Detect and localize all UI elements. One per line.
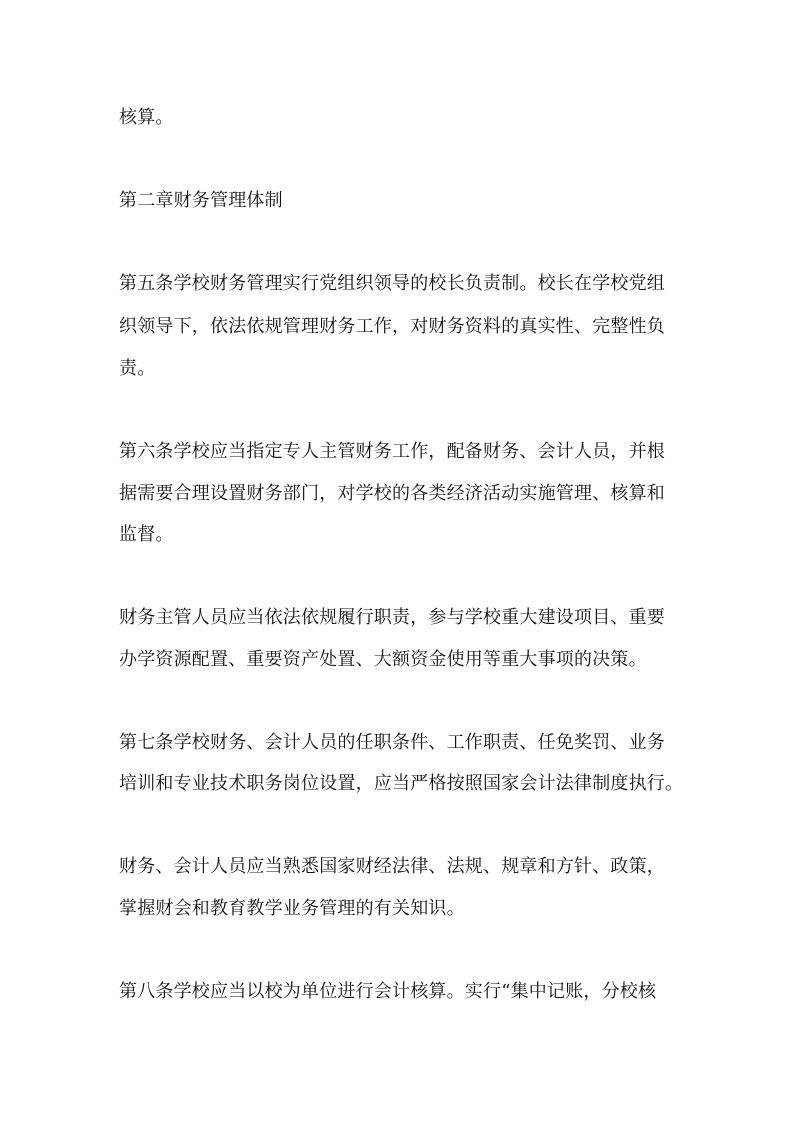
article-5-line-1: 第五条学校财务管理实行党组织领导的校长负责制。校长在学校党组 (119, 273, 665, 294)
article-8-line-1: 第八条学校应当以校为单位进行会计核算。实行“集中记账，分校核 (119, 981, 657, 1002)
article-6-line-2: 据需要合理设置财务部门，对学校的各类经济活动实施管理、核算和 (119, 483, 665, 504)
article-7-para-2-line-2: 掌握财会和教育教学业务管理的有关知识。 (119, 898, 465, 919)
article-6-para-2-line-1: 财务主管人员应当依法依规履行职责，参与学校重大建设项目、重要 (119, 607, 665, 628)
article-7-line-1: 第七条学校财务、会计人员的任职条件、工作职责、任免奖罚、业务 (119, 732, 665, 753)
article-7-line-2: 培训和专业技术职务岗位设置，应当严格按照国家会计法律制度执行。 (119, 773, 684, 794)
article-6-line-3: 监督。 (119, 524, 174, 545)
chapter-heading: 第二章财务管理体制 (119, 190, 283, 211)
article-5-line-2: 织领导下，依法依规管理财务工作，对财务资料的真实性、完整性负 (119, 316, 665, 337)
text-line-continuation: 核算。 (119, 107, 174, 128)
article-5-line-3: 责。 (119, 358, 156, 379)
article-7-para-2-line-1: 财务、会计人员应当熟悉国家财经法律、法规、规章和方针、政策， (119, 856, 665, 877)
article-6-para-2-line-2: 办学资源配置、重要资产处置、大额资金使用等重大事项的决策。 (119, 649, 647, 670)
article-6-line-1: 第六条学校应当指定专人主管财务工作，配备财务、会计人员，并根 (119, 441, 665, 462)
